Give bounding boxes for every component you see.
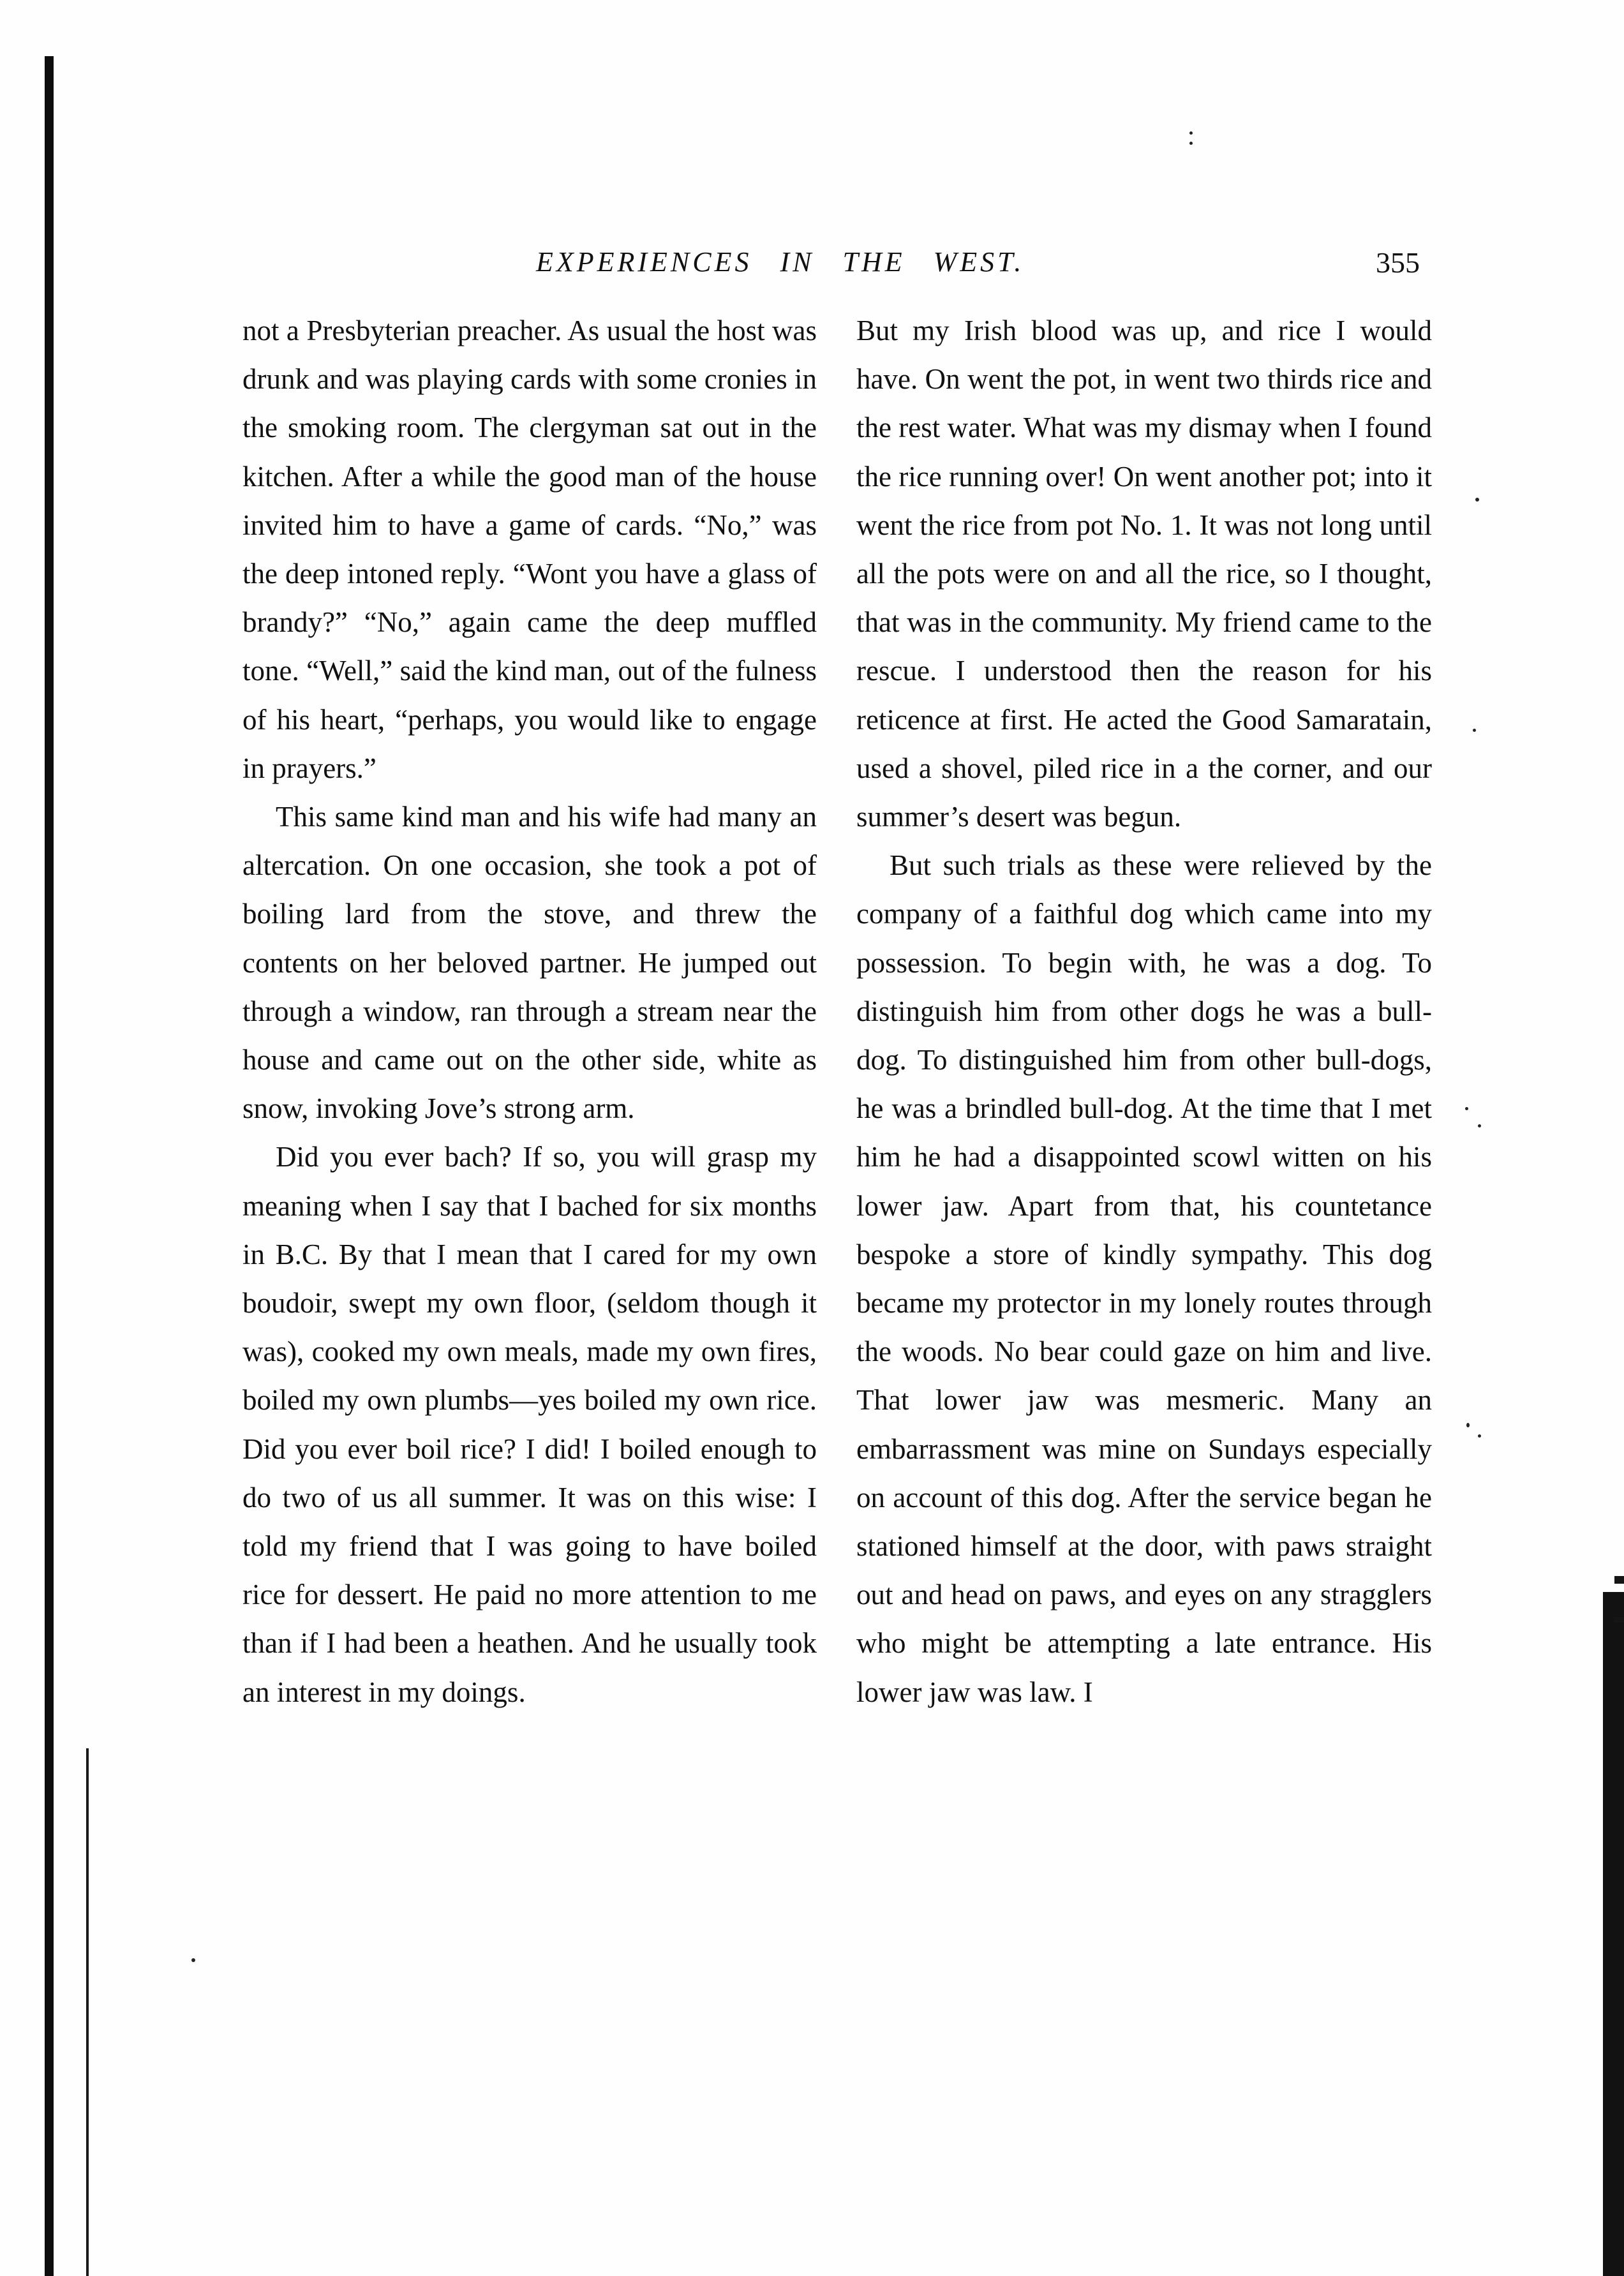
scan-speck: [1189, 142, 1193, 145]
right-page-edge-shadow: [1603, 1592, 1624, 2276]
scan-speck: [1475, 498, 1479, 502]
binding-edge-line: [86, 1748, 89, 2276]
paragraph: But such trials as these were relieved by the company of a faithful dog which came into my possession. To begin with, he was a dog. To distinguish him from other dogs he was a bull-dog. To distinguished him from other bull-dogs, he was a brindled bull-dog. At the time that I met him he had a disappointed scowl witten on his lower jaw. Apart from that, his countetance bespoke a store of kindly sympathy. This dog became my protector in my lonely routes through the woods. No bear could gaze on him and live. That lower jaw was mesmeric. Many an embarrassment was mine on Sundays especially on account of this dog. After the service began he stationed himself at the door, with paws straight out and head on paws, and eyes on any stragglers who might be attempting a late entrance. His lower jaw was law. I: [856, 849, 1432, 1708]
scan-speck: [1466, 1423, 1470, 1427]
scan-speck: [1473, 729, 1476, 732]
scan-speck: [191, 1958, 195, 1962]
paragraph: But my Irish blood was up, and rice I would have. On went the pot, in went two thirds rice and the rest water. What was my dismay when I found the rice running over! On went another pot; into it went the rice from pot No. 1. It was not long until all the pots were on and all the rice, so I thought, that was in the community. My friend came to the rescue. I understood then the reason for his reticence at first. He acted the Good Samaratain, used a shovel, piled rice in a the corner, and our summer’s desert was begun.: [856, 315, 1432, 833]
scan-speck: [1478, 1434, 1481, 1438]
paragraph: not a Presbyterian preacher. As usual the host was drunk and was playing cards with some cronies in the smoking room. The clergyman sat out in the kitchen. After a while the good man of the house invited him to have a game of cards. “No,” was the deep intoned reply. “Wont you have a glass of brandy?” “No,” again came the deep muffled tone. “Well,” said the kind man, out of the fulness of his heart, “perhaps, you would like to engage in prayers.”: [242, 315, 817, 784]
edge-tick-mark: [1614, 1576, 1624, 1584]
scan-speck: [1478, 1124, 1481, 1127]
scan-speck: [1189, 131, 1193, 135]
left-text-column: [242, 306, 817, 1716]
running-title: EXPERIENCES IN THE WEST.: [536, 246, 1025, 278]
paragraph: Did you ever bach? If so, you will grasp my meaning when I say that I bached for six months in B.C. By that I mean that I cared for my own boudoir, swept my own floor, (seldom though it was), cooked my own meals, made my own fires, boiled my own plumbs—yes boiled my own rice. Did you ever boil rice? I did! I boiled enough to do two of us all summer. It was on this wise: I told my friend that I was going to have boiled rice for dessert. He paid no more attention to me than if I had been a heathen. And he usually took an interest in my doings.: [242, 1141, 817, 1708]
right-text-column: [856, 306, 1432, 1716]
scan-speck: [1465, 1107, 1468, 1110]
edge-tick-mark: [1614, 1618, 1624, 1623]
binding-edge-shadow: [45, 56, 54, 2276]
page-number: 355: [1376, 246, 1420, 279]
paragraph: This same kind man and his wife had many an altercation. On one occasion, she took a pot of boiling lard from the stove, and threw the contents on her beloved partner. He jumped out through a window, ran through a stream near the house and came out on the other side, white as snow, invoking Jove’s strong arm.: [242, 801, 817, 1125]
running-head: [536, 246, 1429, 290]
